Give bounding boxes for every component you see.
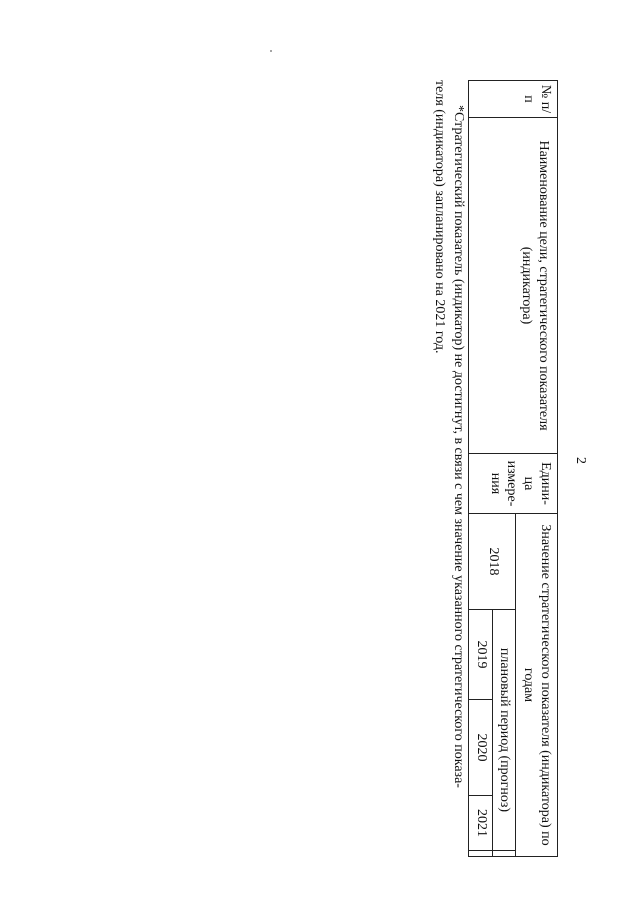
indicator-table [468, 80, 558, 857]
empty-cell [468, 851, 492, 857]
header-values-group: Значение стратегического показателя (индикатора) по годам [516, 514, 558, 857]
header-num: № п/п [468, 81, 557, 118]
header-unit: Едини-ца измере-ния [468, 454, 557, 514]
header-name: Наименование цели, стратегического показателя (индикатора) [468, 118, 557, 454]
page-number: 2 [573, 457, 588, 464]
year-cell: 2020 [468, 700, 492, 796]
footnote [430, 80, 467, 850]
year-cell: 2018 [468, 514, 516, 610]
footnote-line: теля (индикатора) запланировано на 2021 год. [432, 80, 448, 354]
empty-cell [492, 851, 516, 857]
header-planned-period: плановый период (прогноз) [492, 610, 516, 851]
scan-speck [270, 50, 272, 52]
footnote-line: *Стратегический показатель (индикатор) не достигнут, в связи с чем значение указанного стратегического показа- [451, 105, 466, 788]
year-cell: 2019 [468, 610, 492, 700]
year-cell: 2021 [468, 796, 492, 851]
